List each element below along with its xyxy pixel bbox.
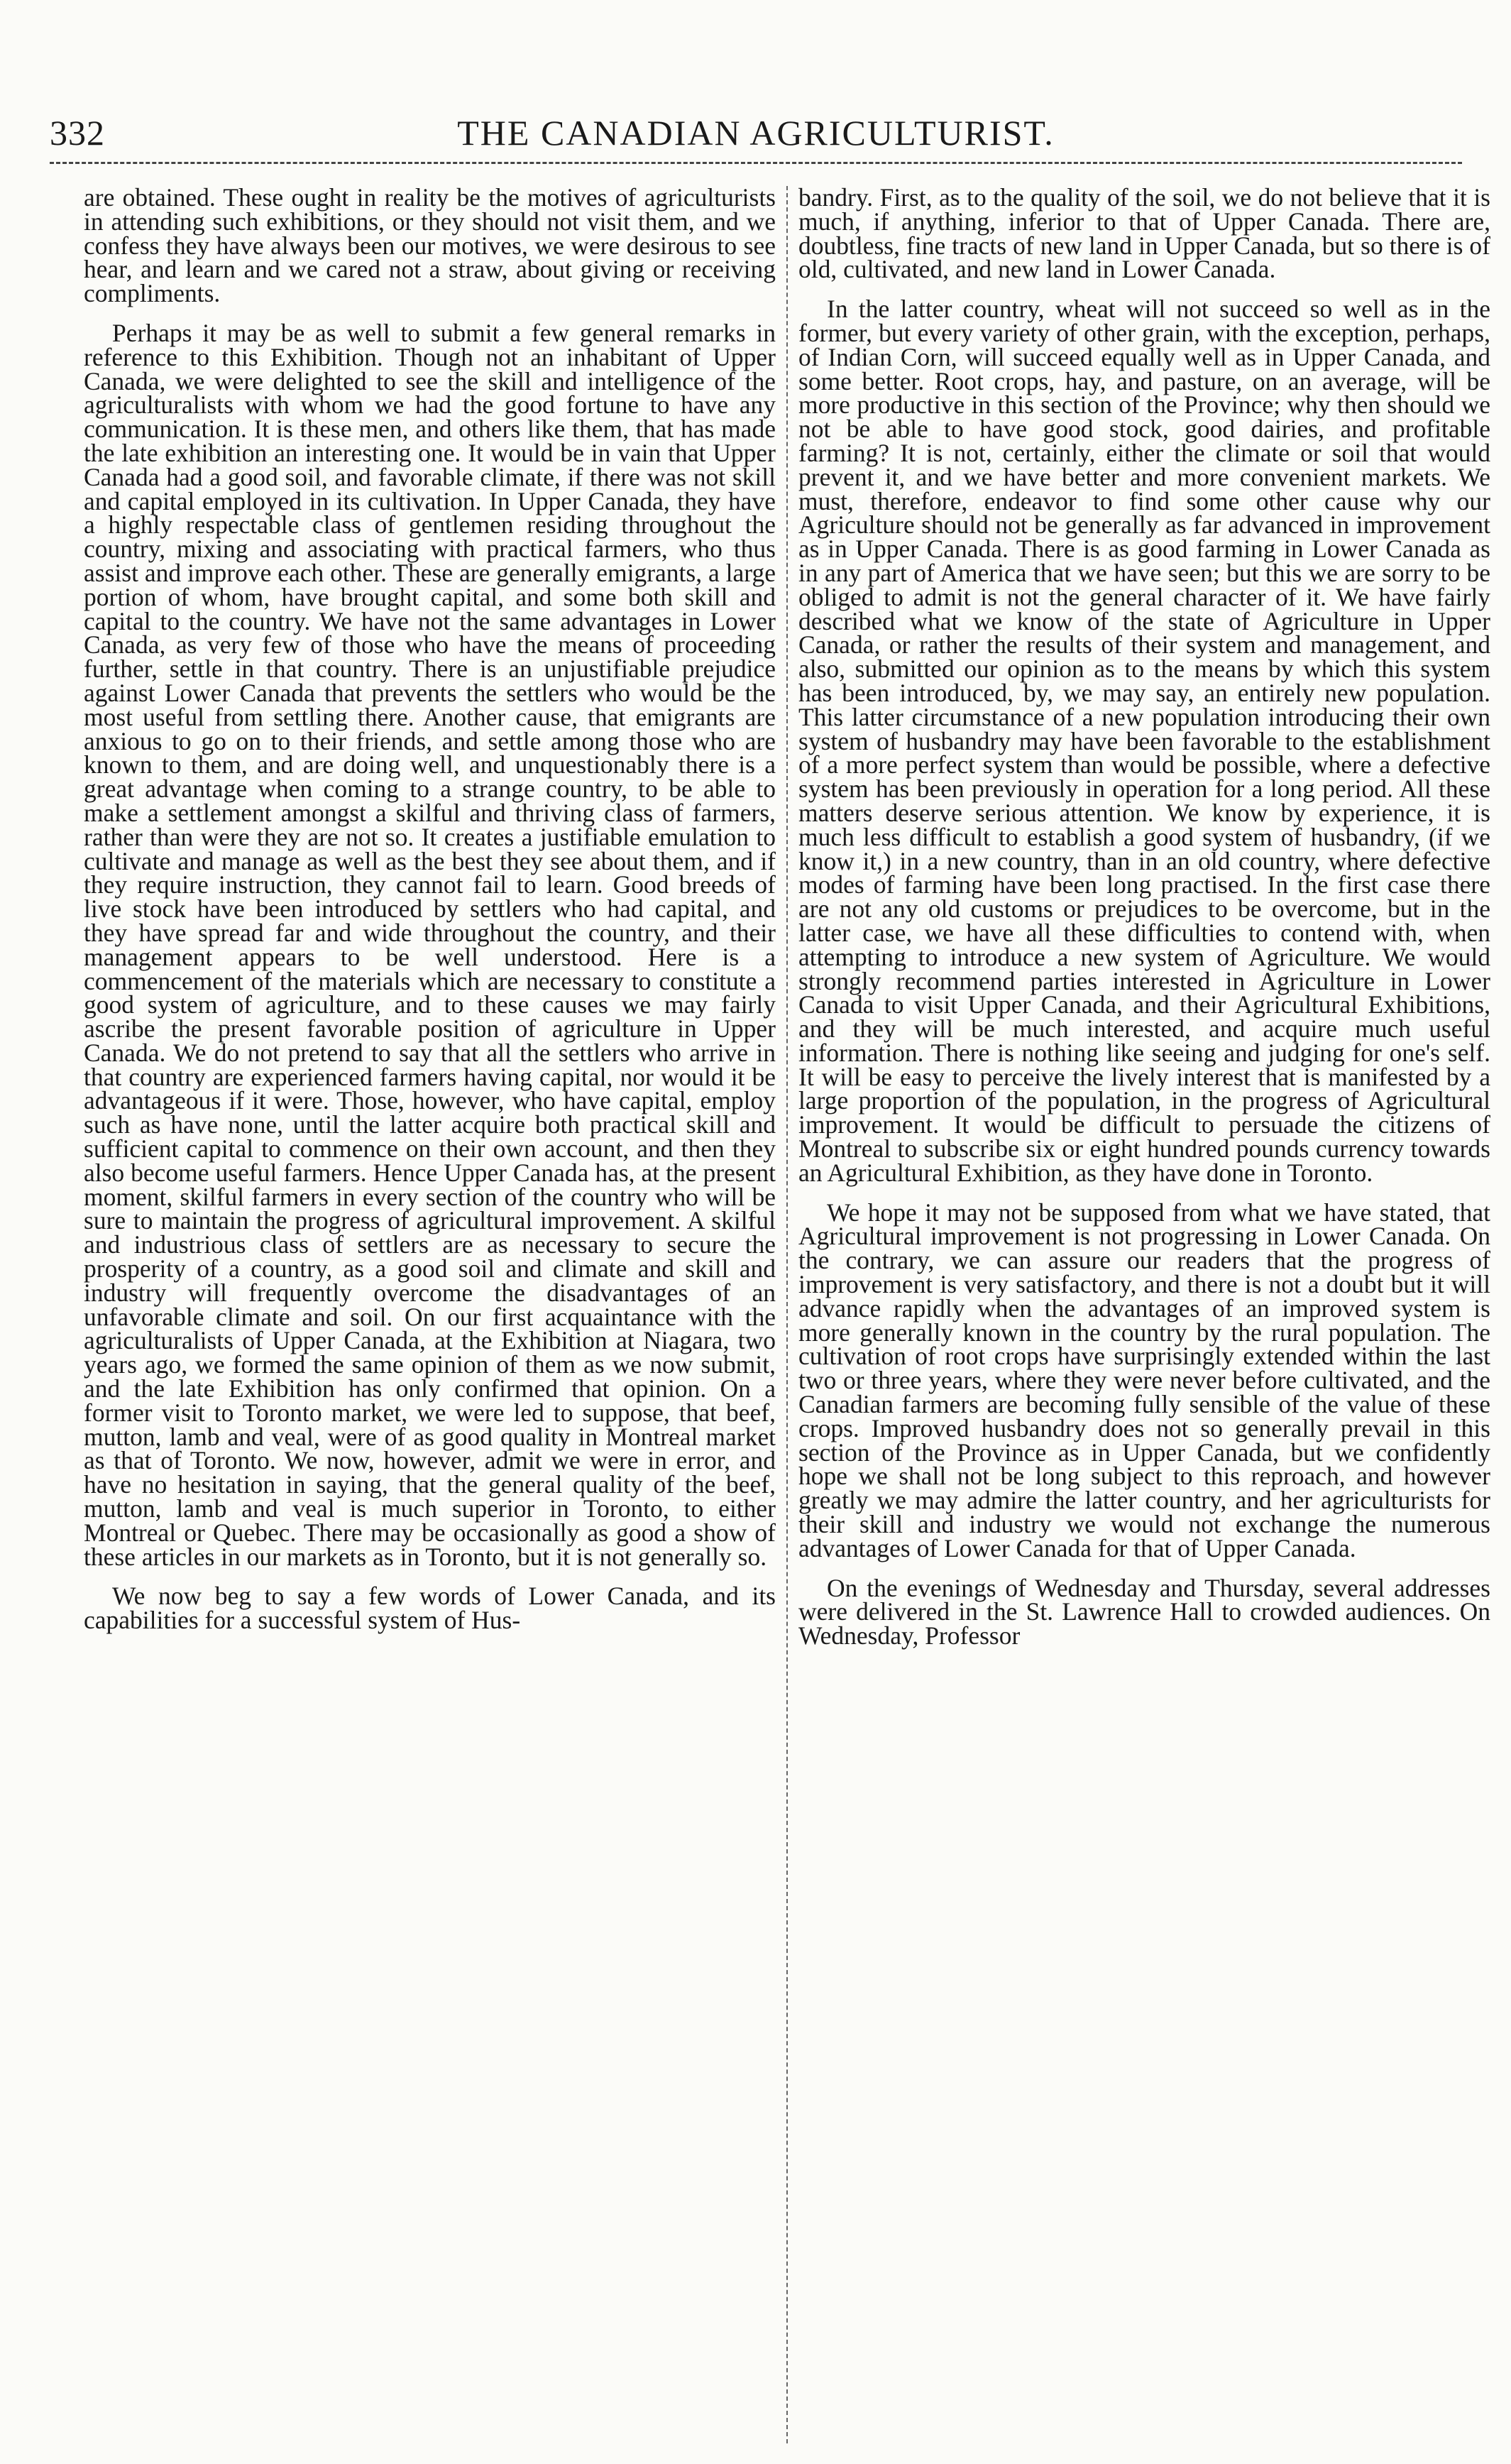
paragraph: We hope it may not be supposed from what we have stated, that Agricultural improvement is not progressing in Lower Canada. On the contrary, we can assure our readers that the progress of improvement is very satisfactory, and there is not a doubt but it will advance rapidly when the advantages of an improved system is more generally known in the country by the rural population. The cultivation of root crops have surprisingly extended within the last two or three years, where they were never before cultivated, and the Canadian farmers are becoming fully sensible of the value of these crops. Improved husbandry does not so generally prevail in this section of the Province as in Upper Canada, but we confidently hope we shall not be long subject to this reproach, and however greatly we may admire the latter country, and her agriculturists for their skill and industry we would not exchange the numerous advantages of Lower Canada for that of Upper Canada. — [798, 1198, 1490, 1562]
running-title: THE CANADIAN AGRICULTURIST. — [457, 113, 1055, 153]
paragraph: On the evenings of Wednesday and Thursday, several addresses were delivered in the St. Lawrence Hall to crowded audiences. On Wednesday, Professor — [798, 1573, 1490, 1650]
page-number: 332 — [50, 113, 105, 153]
paragraph: In the latter country, wheat will not succeed so well as in the former, but every variety of other grain, with the exception, perhaps, of Indian Corn, will succeed equally well as in Upper Canada, and some better. Root crops, hay, and pasture, on an average, will be more productive in this section of the Province; why then should we not be able to have good stock, good dairies, and profitable farming? It is not, certainly, either the climate or soil that would prevent it, and we have better and more convenient markets. We must, therefore, endeavor to find some other cause why our Agriculture should not be generally as far advanced in improvement as in Upper Canada. There is as good farming in Lower Canada as in any part of America that we have seen; but this we are sorry to be obliged to admit is not the general character of it. We have fairly described what we know of the state of Agriculture in Upper Canada, or rather the results of their system and management, and also, submitted our opinion as to the means by which this system has been introduced, by, we may say, an entirely new population. This latter circumstance of a new population introducing their own system of husbandry may have been favorable to the establishment of a more perfect system than would be possible, where a defective system has been previously in operation for a long period. All these matters deserve serious attention. We know by experience, it is much less difficult to establish a good system of husbandry, (if we know it,) in a new country, than in an old country, where defective modes of farming have been long practised. In the first case there are not any old customs or prejudices to be overcome, but in the latter case, we have all these difficulties to contend with, when attempting to introduce a new system of Agriculture. We would strongly recommend parties interested in Agriculture in Lower Canada to visit Upper Canada, and their Agricultural Exhibitions, and they will be much interested, and acquire much useful information. There is nothing like seeing and judging for one's self. It will be easy to perceive the lively interest that is manifested by a large proportion of the population, in the progress of Agricultural improvement. It would be difficult to persuade the citizens of Montreal to subscribe six or eight hundred pounds currency towards an Agricultural Exhibition, as they have done in Toronto. — [798, 295, 1490, 1187]
right-column — [798, 186, 1490, 2443]
left-column — [84, 186, 776, 2443]
paragraph: We now beg to say a few words of Lower Canada, and its capabilities for a successful system of Hus- — [84, 1582, 776, 1635]
page-header — [50, 106, 1462, 156]
paragraph: Perhaps it may be as well to submit a few general remarks in reference to this Exhibition. Though not an inhabitant of Upper Canada, we were delighted to see the skill and intelligence of the agriculturalists with whom we had the good fortune to have any communication. It is these men, and others like them, that has made the late exhibition an interesting one. It would be in vain that Upper Canada had a good soil, and favorable climate, if there was not skill and capital employed in its cultivation. In Upper Canada, they have a highly respectable class of gentlemen residing throughout the country, mixing and associating with practical farmers, who thus assist and improve each other. These are generally emigrants, a large portion of whom, have brought capital, and some both skill and capital to the country. We have not the same advantages in Lower Canada, as very few of those who have the means of proceeding further, settle in that country. There is an unjustifiable prejudice against Lower Canada that prevents the settlers who would be the most useful from settling there. Another cause, that emigrants are anxious to go on to their friends, and settle among those who are known to them, and are doing well, and unquestionably there is a great advantage when coming to a strange country, to be able to make a settlement amongst a skilful and thriving class of farmers, rather than were they are not so. It creates a justifiable emulation to cultivate and manage as well as the best they see about them, and if they require instruction, they cannot fail to learn. Good breeds of live stock have been introduced by settlers who had capital, and they have spread far and wide throughout the country, and their management appears to be well understood. Here is a commencement of the materials which are necessary to constitute a good system of agriculture, and to these causes we may fairly ascribe the present favorable position of agriculture in Upper Canada. We do not pretend to say that all the settlers who arrive in that country are experienced farmers having capital, nor would it be advantageous if it were. Those, however, who have capital, employ such as have none, until the latter acquire both practical skill and sufficient capital to commence on their own account, and then they also become useful farmers. Hence Upper Canada has, at the present moment, skilful farmers in every section of the country who will be sure to maintain the progress of agricultural improvement. A skilful and industrious class of settlers are as necessary to secure the prosperity of a country, as a good soil and climate and skill and industry will frequently overcome the disadvantages of an unfavorable climate and soil. On our first acquaintance with the agriculturalists of Upper Canada, at the Exhibition at Niagara, two years ago, we formed the same opinion of them as we now submit, and the late Exhibition has only confirmed that opinion. On a former visit to Toronto market, we were led to suppose, that beef, mutton, lamb and veal, were of as good quality in Montreal market as that of Toronto. We now, however, admit we were in error, and have no hesitation in saying, that the general quality of the beef, mutton, lamb and veal is much superior in Toronto, to either Montreal or Quebec. There may be occasionally as good a show of these articles in our markets as in Toronto, but it is not generally so. — [84, 318, 776, 1571]
paragraph: are obtained. These ought in reality be the motives of agriculturists in attending such exhibitions, or they should not visit them, and we confess they have always been our motives, we were desirous to see hear, and learn and we cared not a straw, about giving or receiving compliments. — [84, 186, 776, 308]
column-divider — [786, 186, 788, 2443]
paragraph: bandry. First, as to the quality of the soil, we do not believe that it is much, if anything, inferior to that of Upper Canada. There are, doubtless, fine tracts of new land in Upper Canada, but so there is of old, cultivated, and new land in Lower Canada. — [798, 186, 1490, 284]
header-rule — [50, 162, 1462, 164]
